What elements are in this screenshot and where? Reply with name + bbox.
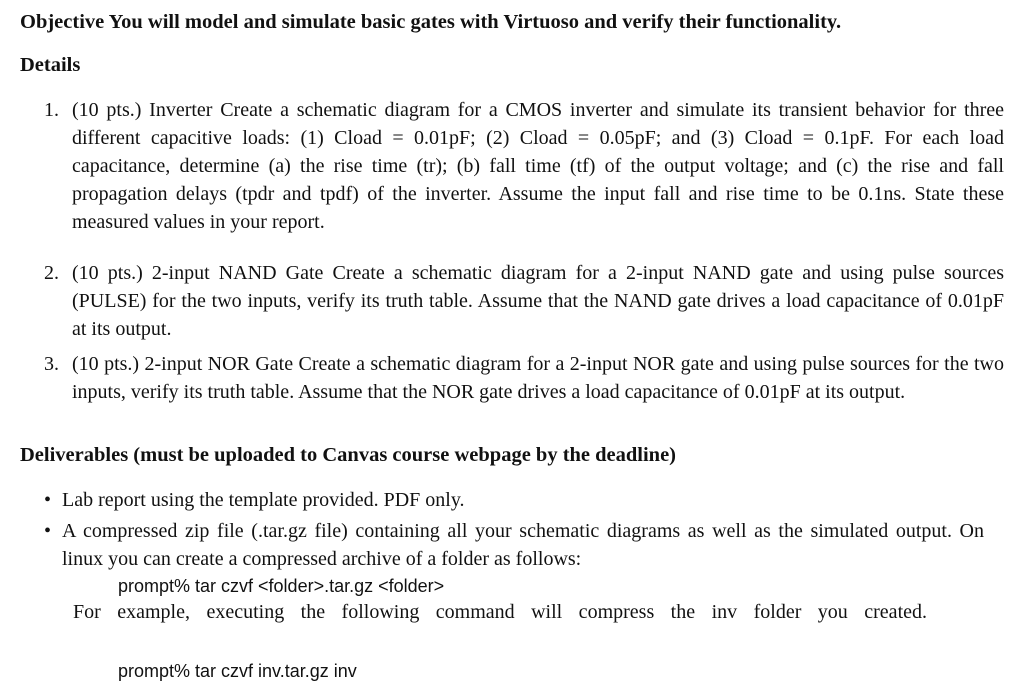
task-2-text: (10 pts.) 2-input NAND Gate Create a schematic diagram for a 2-input NAND gate and using pulse sources (PULSE) for the two inputs, verify its truth table. Assume that the NAND gate drives a load capacitance of 0.01pF at its output. [72,262,1004,340]
task-3-number: 3. [44,353,59,375]
task-3 [44,350,1004,406]
command-archive-folder: prompt% tar czvf <folder>.tar.gz <folder> [118,576,445,596]
deliverable-item-1 [44,486,984,514]
deliverable-item-2-text: A compressed zip file (.tar.gz file) containing all your schematic diagrams as well as the simulated output. On linux you can create a compressed archive of a folder as follows: [62,520,984,570]
bullet-icon: • [44,489,52,511]
example-text: For example, executing the following command will compress the inv folder you created. [73,601,927,623]
task-1-number: 1. [44,99,59,121]
deliverable-item-2 [44,517,984,573]
task-2 [44,259,1004,343]
task-1 [44,96,1004,236]
details-heading: Details [20,54,81,76]
command-archive-inv: prompt% tar czvf inv.tar.gz inv [118,661,357,681]
objective-heading: Objective You will model and simulate basic gates with Virtuoso and verify their functionality. [20,11,842,33]
bullet-icon: • [44,520,52,542]
task-2-number: 2. [44,262,59,284]
task-1-text: (10 pts.) Inverter Create a schematic diagram for a CMOS inverter and simulate its transient behavior for three different capacitive loads: (1) Cload = 0.01pF; (2) Cload = 0.05pF; and (3) Cload = 0.1pF. For each load capacitance, determine (a) the rise time (tr); (b) fall time (tf) of the output voltage; and (c) the rise and fall propagation delays (tpdr and tpdf) of the inverter. Assume the input fall and rise time to be 0.1ns. State these measured values in your report. [72,99,1004,233]
task-3-text: (10 pts.) 2-input NOR Gate Create a schematic diagram for a 2-input NOR gate and using pulse sources for the two inputs, verify its truth table. Assume that the NOR gate drives a load capacitance of 0.01pF at its output. [72,353,1004,403]
deliverables-heading: Deliverables (must be uploaded to Canvas course webpage by the deadline) [20,444,677,466]
deliverable-item-1-text: Lab report using the template provided. PDF only. [62,489,465,511]
